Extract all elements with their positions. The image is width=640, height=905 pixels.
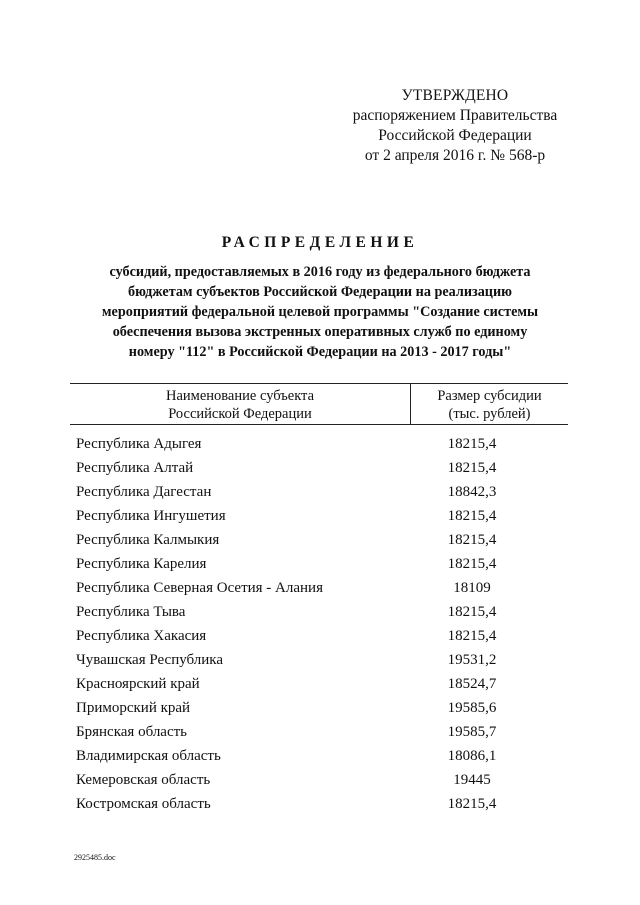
subsidy-amount: 18842,3	[447, 483, 497, 500]
subsidy-amount: 18215,4	[447, 627, 497, 644]
region-name: Республика Ингушетия	[76, 507, 226, 524]
table-row	[76, 576, 570, 600]
footer-file-code: 2925485.doc	[74, 853, 116, 862]
table-row	[76, 792, 570, 816]
subtitle-line: обеспечения вызова экстренных оперативных служб по единому	[112, 324, 528, 340]
subtitle-line: субсидий, предоставляемых в 2016 году из федерального бюджета	[109, 264, 531, 280]
subsidy-amount: 19585,6	[447, 699, 497, 716]
subsidy-amount: 18109	[453, 579, 491, 596]
column-header-name-line-1: Наименование субъекта	[165, 388, 315, 404]
document-title: РАСПРЕДЕЛЕНИЕ	[221, 234, 419, 251]
column-header-name	[70, 384, 411, 424]
column-header-name-line-2: Российской Федерации	[168, 406, 312, 422]
region-name: Республика Северная Осетия - Алания	[76, 579, 323, 596]
region-name: Брянская область	[76, 723, 188, 740]
table-body	[76, 432, 570, 816]
region-name: Республика Калмыкия	[76, 531, 220, 548]
table-row	[76, 768, 570, 792]
table-row	[76, 528, 570, 552]
table-row	[76, 744, 570, 768]
subsidy-amount: 18524,7	[447, 675, 497, 692]
approval-line-3: от 2 апреля 2016 г. № 568-р	[364, 147, 546, 164]
region-name: Владимирская область	[76, 747, 221, 764]
subsidy-amount: 18215,4	[447, 555, 497, 572]
table-row	[76, 672, 570, 696]
approval-line-1: распоряжением Правительства	[352, 107, 558, 124]
subsidy-amount: 18086,1	[447, 747, 497, 764]
region-name: Кемеровская область	[76, 771, 211, 788]
table-row	[76, 480, 570, 504]
subtitle-line: бюджетам субъектов Российской Федерации на реализацию	[128, 284, 512, 300]
table-row	[76, 648, 570, 672]
region-name: Республика Дагестан	[76, 483, 212, 500]
column-header-amount-line-2: (тыс. рублей)	[448, 406, 531, 422]
subtitle-line: номеру "112" в Российской Федерации на 2013 - 2017 годы"	[128, 344, 512, 360]
document-subtitle	[70, 262, 570, 362]
column-header-amount	[411, 384, 568, 424]
subsidy-amount: 18215,4	[447, 603, 497, 620]
table-row	[76, 600, 570, 624]
table-row	[76, 504, 570, 528]
subsidy-amount: 18215,4	[447, 507, 497, 524]
region-name: Республика Тыва	[76, 603, 186, 620]
table-row	[76, 624, 570, 648]
table-row	[76, 720, 570, 744]
table-row	[76, 552, 570, 576]
table-row	[76, 696, 570, 720]
approval-line-2: Российской Федерации	[378, 127, 532, 144]
subsidy-amount: 18215,4	[447, 459, 497, 476]
region-name: Костромская область	[76, 795, 211, 812]
region-name: Приморский край	[76, 699, 191, 716]
region-name: Республика Адыгея	[76, 435, 202, 452]
subsidy-amount: 19531,2	[447, 651, 497, 668]
region-name: Республика Алтай	[76, 459, 194, 476]
table-row	[76, 432, 570, 456]
region-name: Красноярский край	[76, 675, 200, 692]
subsidy-amount: 19445	[453, 771, 491, 788]
subsidy-amount: 19585,7	[447, 723, 497, 740]
region-name: Республика Хакасия	[76, 627, 207, 644]
approval-block	[330, 86, 580, 166]
subsidy-amount: 18215,4	[447, 531, 497, 548]
region-name: Чувашская Республика	[76, 651, 224, 668]
subsidy-amount: 18215,4	[447, 435, 497, 452]
table-header	[70, 383, 568, 425]
approval-heading: УТВЕРЖДЕНО	[401, 87, 509, 104]
column-header-amount-line-1: Размер субсидии	[437, 388, 542, 404]
region-name: Республика Карелия	[76, 555, 207, 572]
subtitle-line: мероприятий федеральной целевой программы "Создание системы	[101, 304, 539, 320]
subsidy-amount: 18215,4	[447, 795, 497, 812]
table-row	[76, 456, 570, 480]
